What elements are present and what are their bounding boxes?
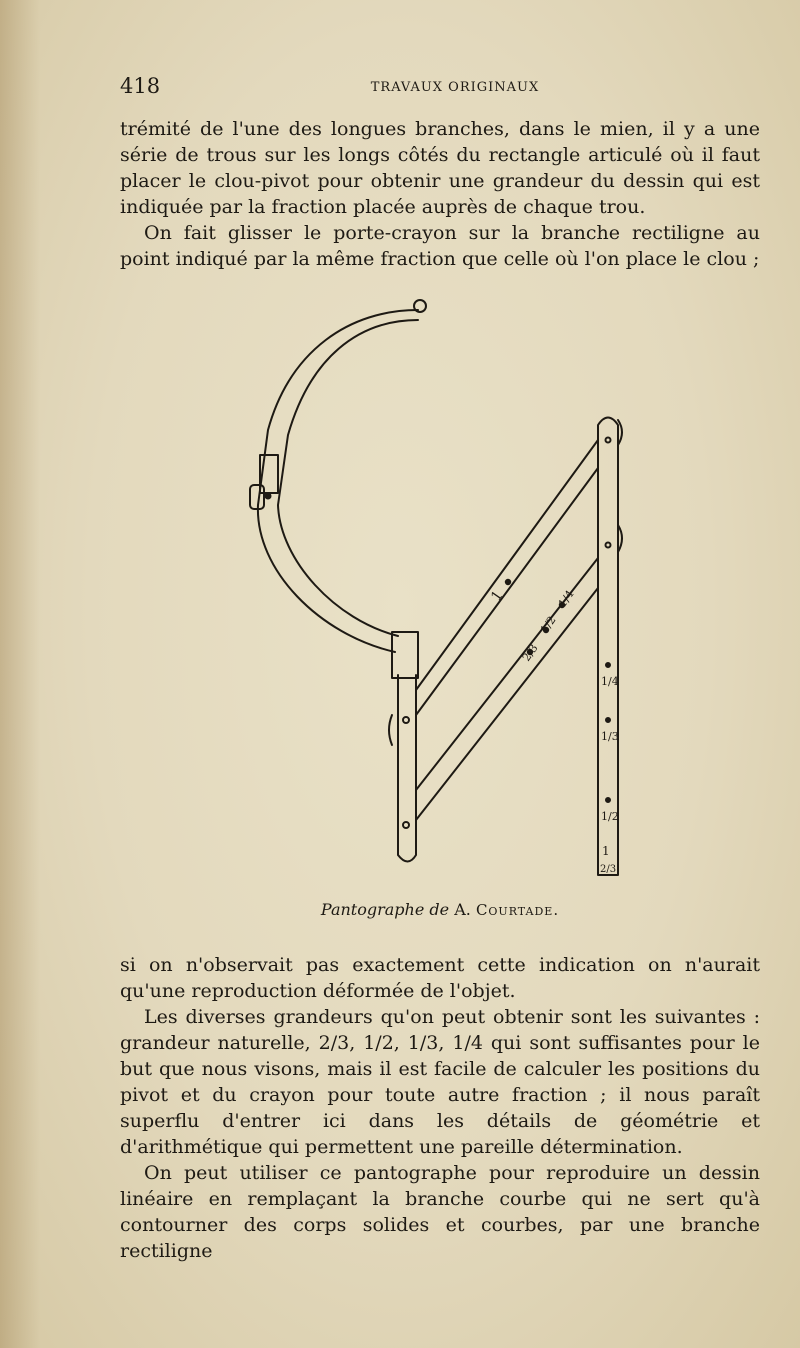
joint-block: [392, 632, 418, 678]
label-diagonal-1-4: 1/4: [555, 587, 577, 610]
paragraph: si on n'observait pas exactement cette indication on n'aurait qu'une reproduction déformée de l'objet.: [120, 954, 760, 1002]
label-diagonal-1: 1: [488, 587, 507, 605]
figure-caption: [120, 900, 760, 919]
label-right-1-2: 1/2: [601, 810, 619, 823]
curved-arm-tip: [414, 300, 426, 312]
label-diagonal-1-2: 1/2: [537, 613, 559, 636]
hinge-hole: [266, 494, 271, 499]
left-vertical-bar: [398, 675, 416, 862]
running-head: [120, 74, 760, 104]
text-block-bottom: [120, 952, 760, 1264]
paragraph: trémité de l'une des longues branches, dans le mien, il y a une série de trous sur les longs côtés du rectangle articulé où il faut placer le clou-pivot pour obtenir une grandeur du dessin qui est indiquée par la fraction placée auprès de chaque trou.: [120, 118, 760, 218]
label-right-2-3: 2/3: [600, 864, 617, 875]
caption-author: Courtade.: [475, 901, 560, 919]
right-vertical-bar: [598, 418, 618, 876]
text-block-top: [120, 116, 760, 272]
pantograph-figure: [240, 290, 640, 890]
caption-author-initial: A.: [454, 900, 471, 919]
upper-diagonal-bar: [416, 440, 598, 690]
label-right-1: 1: [602, 844, 610, 858]
pantograph-drawing: [240, 290, 640, 890]
paragraph: Les diverses grandeurs qu'on peut obtenir sont les suivantes : grandeur naturelle, 2/3, 1/2, 1/3, 1/4 qui sont suffisantes pour le but que nous visons, mais il est facile de calculer les positions du pivot et du crayon pour toute autre fraction ; il nous paraît superflu d'entrer ici dans les détails de géométrie et d'arithmétique qui permettent une pareille détermination.: [120, 1006, 760, 1158]
page-number: 418: [120, 74, 161, 98]
label-right-1-3: 1/3: [601, 730, 619, 743]
label-diagonal-2-3: 2/3: [519, 641, 541, 664]
paragraph: On fait glisser le porte-crayon sur la branche rectiligne au point indiqué par la même fraction que celle où l'on place le clou ;: [120, 222, 760, 270]
caption-title: Pantographe de: [320, 900, 450, 919]
label-right-1-4: 1/4: [601, 675, 619, 688]
running-title: TRAVAUX ORIGINAUX: [370, 80, 540, 95]
paragraph: On peut utiliser ce pantographe pour reproduire un dessin linéaire en remplaçant la branche courbe qui ne sert qu'à contourner des corps solides et courbes, par une branche rectiligne: [120, 1162, 760, 1262]
